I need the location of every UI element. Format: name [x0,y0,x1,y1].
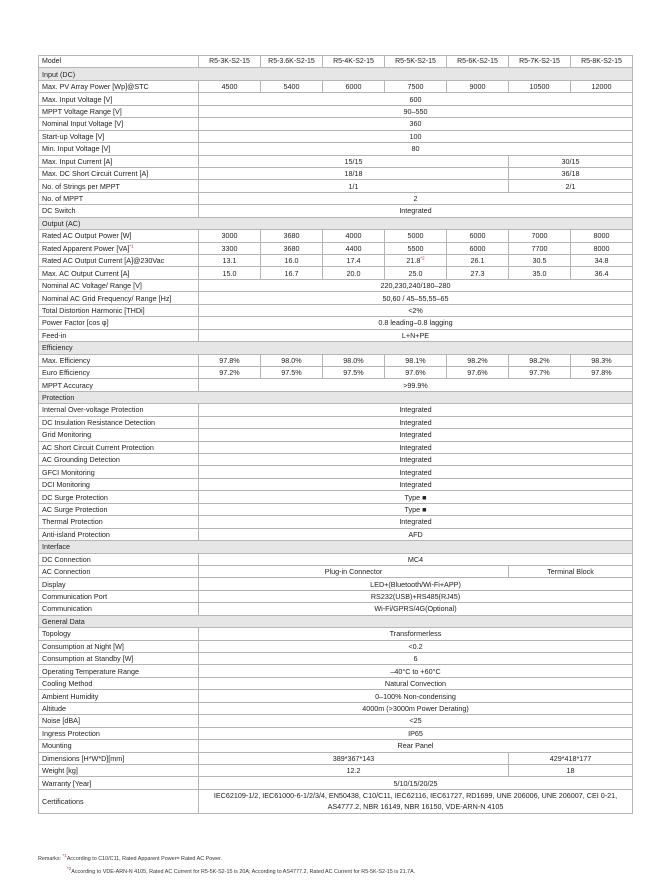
spec-label: Ambient Humidity [39,690,199,702]
spec-row [39,255,633,267]
spec-row [39,454,633,466]
spec-value: 389*367*143 [199,752,509,764]
spec-row [39,304,633,316]
spec-row [39,653,633,665]
section-title: Interface [39,541,633,553]
spec-value: Integrated [199,416,633,428]
remark-2 [67,866,416,875]
spec-label: Anti-island Protection [39,528,199,540]
spec-label: Mounting [39,740,199,752]
spec-label: Total Distortion Harmonic [THDi] [39,304,199,316]
spec-row [39,740,633,752]
spec-value: IP65 [199,727,633,739]
spec-value: Integrated [199,478,633,490]
spec-label: Max. PV Array Power [Wp]@STC [39,80,199,92]
spec-label: DC Surge Protection [39,491,199,503]
spec-row [39,143,633,155]
spec-value: Integrated [199,205,633,217]
spec-row [39,416,633,428]
spec-value: 4400 [323,242,385,254]
spec-label: Power Factor [cos φ] [39,317,199,329]
spec-value: 13.1 [199,255,261,267]
spec-label: Warranty [Year] [39,777,199,789]
spec-value: 0.8 leading–0.8 lagging [199,317,633,329]
spec-label: Nominal AC Voltage/ Range [V] [39,279,199,291]
spec-label: Max. Input Voltage [V] [39,93,199,105]
spec-row [39,603,633,615]
section-title: General Data [39,615,633,627]
spec-row [39,167,633,179]
spec-value: 7500 [385,80,447,92]
section-title: Efficiency [39,342,633,354]
spec-label: Consumption at Standby [W] [39,653,199,665]
spec-value: RS232(USB)+RS485(RJ45) [199,590,633,602]
spec-label: AC Short Circuit Current Protection [39,441,199,453]
spec-row [39,329,633,341]
spec-row [39,590,633,602]
spec-row [39,441,633,453]
spec-value: 50,60 / 45–55,55–65 [199,292,633,304]
spec-value: 8000 [571,242,633,254]
spec-label: Communication [39,603,199,615]
spec-value: Integrated [199,404,633,416]
spec-label: Feed-in [39,329,199,341]
header-row [39,56,633,68]
remark-mark: *2 [67,866,72,872]
spec-label: MPPT Voltage Range [V] [39,105,199,117]
spec-value: Wi-Fi/GPRS/4G(Optional) [199,603,633,615]
spec-label: Rated AC Output Power [W] [39,230,199,242]
spec-value: Integrated [199,516,633,528]
spec-label: Rated AC Output Current [A]@230Vac [39,255,199,267]
spec-row [39,715,633,727]
spec-value: MC4 [199,553,633,565]
spec-label: Max. Efficiency [39,354,199,366]
spec-row [39,230,633,242]
spec-label: AC Connection [39,565,199,577]
spec-value: 4500 [199,80,261,92]
spec-value: 1/1 [199,180,509,192]
spec-value: IEC62109-1/2, IEC61000-6-1/2/3/4, EN50438, C10/C11, IEC62116, IEC61727, RD1699, UNE 206006, UNE 206007, CEI 0-21, AS4777.2, NBR 16149, NBR 16150, VDE-ARN-N 4105 [199,789,633,813]
spec-row [39,752,633,764]
spec-value: 98.3% [571,354,633,366]
spec-value: AFD [199,528,633,540]
spec-value: 16.7 [261,267,323,279]
spec-value: 36.4 [571,267,633,279]
spec-value: 6 [199,653,633,665]
spec-value: 360 [199,118,633,130]
spec-value: –40°C to +60°C [199,665,633,677]
spec-value: 7000 [509,230,571,242]
spec-label: Rated Apparent Power [VA]$^{*1}$ [39,242,199,254]
spec-row [39,690,633,702]
spec-row [39,267,633,279]
spec-label: Display [39,578,199,590]
spec-label: Consumption at Night [W] [39,640,199,652]
spec-value: 98.0% [323,354,385,366]
remark-mark: *1 [62,853,67,859]
section-row [39,217,633,229]
spec-value: 3300 [199,242,261,254]
spec-value: 27.3 [447,267,509,279]
header-cell: R5-3K-S2-15 [199,56,261,68]
header-cell: R5-7K-S2-15 [509,56,571,68]
header-cell: R5-3.6K-S2-15 [261,56,323,68]
spec-row [39,279,633,291]
spec-row [39,727,633,739]
spec-row [39,118,633,130]
spec-label: DC Insulation Resistance Detection [39,416,199,428]
spec-row [39,155,633,167]
spec-value: 3680 [261,230,323,242]
spec-row [39,665,633,677]
spec-value: Type ■ [199,491,633,503]
spec-label: DCI Monitoring [39,478,199,490]
spec-label: Euro Efficiency [39,366,199,378]
spec-label: Max. AC Output Current [A] [39,267,199,279]
spec-value: Transformerless [199,628,633,640]
spec-label: Max. Input Current [A] [39,155,199,167]
spec-value: 16.0 [261,255,323,267]
spec-value: 30.5 [509,255,571,267]
spec-row [39,553,633,565]
spec-row [39,640,633,652]
section-row [39,391,633,403]
spec-row [39,491,633,503]
spec-label: Min. Input Voltage [V] [39,143,199,155]
spec-value: 17.4 [323,255,385,267]
header-cell: R5-4K-S2-15 [323,56,385,68]
spec-value: 97.5% [261,366,323,378]
spec-row [39,789,633,813]
spec-value: 97.5% [323,366,385,378]
spec-value: 9000 [447,80,509,92]
spec-label: DC Switch [39,205,199,217]
spec-table [38,55,633,814]
spec-value: 220,230,240/180–280 [199,279,633,291]
spec-value: 80 [199,143,633,155]
spec-value: 34.8 [571,255,633,267]
spec-row [39,478,633,490]
spec-row [39,516,633,528]
spec-row [39,105,633,117]
footnote-mark: *1 [129,243,134,249]
spec-value: Integrated [199,466,633,478]
spec-label: Internal Over-voltage Protection [39,404,199,416]
spec-value: 26.1 [447,255,509,267]
header-cell: R5-8K-S2-15 [571,56,633,68]
spec-value: 21.8$^{*2}$ [385,255,447,267]
spec-value: 98.1% [385,354,447,366]
spec-label: Dimensions [H*W*D][mm] [39,752,199,764]
spec-row [39,317,633,329]
spec-row [39,528,633,540]
spec-value: Terminal Block [509,565,633,577]
spec-value: 98.2% [447,354,509,366]
spec-row [39,366,633,378]
spec-value: 20.0 [323,267,385,279]
spec-label: Topology [39,628,199,640]
spec-value: 36/18 [509,167,633,179]
spec-value: 8000 [571,230,633,242]
spec-row [39,404,633,416]
spec-label: Nominal AC Grid Frequency/ Range [Hz] [39,292,199,304]
remark-text: According to C10/C11, Rated Apparent Power= Rated AC Power. [66,856,223,862]
spec-value: 5500 [385,242,447,254]
spec-label: GFCI Monitoring [39,466,199,478]
spec-value: 18/18 [199,167,509,179]
spec-label: No. of Strings per MPPT [39,180,199,192]
spec-value: 90–550 [199,105,633,117]
spec-value: 97.6% [385,366,447,378]
spec-row [39,354,633,366]
spec-label: Certifications [39,789,199,813]
spec-value: 3680 [261,242,323,254]
remark-prefix: Remarks: [38,856,63,862]
section-title: Output (AC) [39,217,633,229]
spec-row [39,80,633,92]
spec-row [39,205,633,217]
spec-value: 15.0 [199,267,261,279]
spec-value: 25.0 [385,267,447,279]
spec-row [39,93,633,105]
spec-row [39,777,633,789]
spec-row [39,628,633,640]
spec-row [39,702,633,714]
section-row [39,68,633,80]
header-cell: R5-6K-S2-15 [447,56,509,68]
section-title: Input (DC) [39,68,633,80]
spec-value: 97.8% [571,366,633,378]
spec-value: 12.2 [199,764,509,776]
header-cell: Model [39,56,199,68]
spec-row [39,242,633,254]
spec-row [39,180,633,192]
header-cell: R5-5K-S2-15 [385,56,447,68]
spec-label: Communication Port [39,590,199,602]
spec-value: 97.6% [447,366,509,378]
spec-value: 98.2% [509,354,571,366]
spec-row [39,578,633,590]
spec-label: Grid Monitoring [39,429,199,441]
spec-value: 10500 [509,80,571,92]
spec-value: <0.2 [199,640,633,652]
spec-row [39,192,633,204]
spec-label: MPPT Accuracy [39,379,199,391]
spec-value: Rear Panel [199,740,633,752]
spec-value: 7700 [509,242,571,254]
spec-value: Plug-in Connector [199,565,509,577]
spec-value: 3000 [199,230,261,242]
spec-row [39,292,633,304]
remark-1 [38,853,223,862]
spec-table-body [39,56,633,814]
spec-row [39,677,633,689]
spec-row [39,429,633,441]
spec-row [39,565,633,577]
spec-value: 5000 [385,230,447,242]
spec-value: 18 [509,764,633,776]
spec-label: No. of MPPT [39,192,199,204]
spec-row [39,764,633,776]
spec-value: <2% [199,304,633,316]
spec-value: 100 [199,130,633,142]
spec-value: 600 [199,93,633,105]
spec-label: Noise [dBA] [39,715,199,727]
spec-value: Type ■ [199,503,633,515]
remark-text: According to VDE-ARN-N 4105, Rated AC Current for R5-5K-S2-15 is 20A; According to AS4777.2, Rated AC Current for R5-5K-S2-15 is 21.7A. [71,869,416,875]
spec-value: 0–100% Non-condensing [199,690,633,702]
spec-value: LED+(Bluetooth/Wi-Fi+APP) [199,578,633,590]
spec-label: DC Connection [39,553,199,565]
spec-value: 429*418*177 [509,752,633,764]
spec-label: Operating Temperature Range [39,665,199,677]
spec-value: 97.2% [199,366,261,378]
spec-row [39,503,633,515]
section-title: Protection [39,391,633,403]
spec-value: Integrated [199,441,633,453]
spec-value: 97.8% [199,354,261,366]
spec-value: 5400 [261,80,323,92]
spec-value: 6000 [323,80,385,92]
spec-label: Max. DC Short Circuit Current [A] [39,167,199,179]
spec-label: Start-up Voltage [V] [39,130,199,142]
spec-value: 35.0 [509,267,571,279]
spec-value: 97.7% [509,366,571,378]
spec-row [39,466,633,478]
spec-value: 98.0% [261,354,323,366]
spec-value: 15/15 [199,155,509,167]
spec-value: 4000 [323,230,385,242]
spec-label: AC Grounding Detection [39,454,199,466]
spec-value: 6000 [447,242,509,254]
spec-value: 12000 [571,80,633,92]
spec-row [39,379,633,391]
spec-value: 30/15 [509,155,633,167]
spec-label: Nominal Input Voltage [V] [39,118,199,130]
spec-value: Integrated [199,454,633,466]
spec-value: <25 [199,715,633,727]
spec-label: Thermal Protection [39,516,199,528]
spec-value: 6000 [447,230,509,242]
spec-value: 5/10/15/20/25 [199,777,633,789]
spec-label: Ingress Protection [39,727,199,739]
spec-value: 2/1 [509,180,633,192]
spec-value: Integrated [199,429,633,441]
spec-label: Weight [kg] [39,764,199,776]
spec-value: >99.9% [199,379,633,391]
spec-value: 2 [199,192,633,204]
spec-label: AC Surge Protection [39,503,199,515]
section-row [39,342,633,354]
section-row [39,615,633,627]
section-row [39,541,633,553]
spec-label: Altitude [39,702,199,714]
spec-value: Natural Convection [199,677,633,689]
spec-row [39,130,633,142]
spec-label: Cooling Method [39,677,199,689]
spec-value: L+N+PE [199,329,633,341]
footnote-mark: *2 [420,255,425,261]
spec-value: 4000m (>3000m Power Derating) [199,702,633,714]
